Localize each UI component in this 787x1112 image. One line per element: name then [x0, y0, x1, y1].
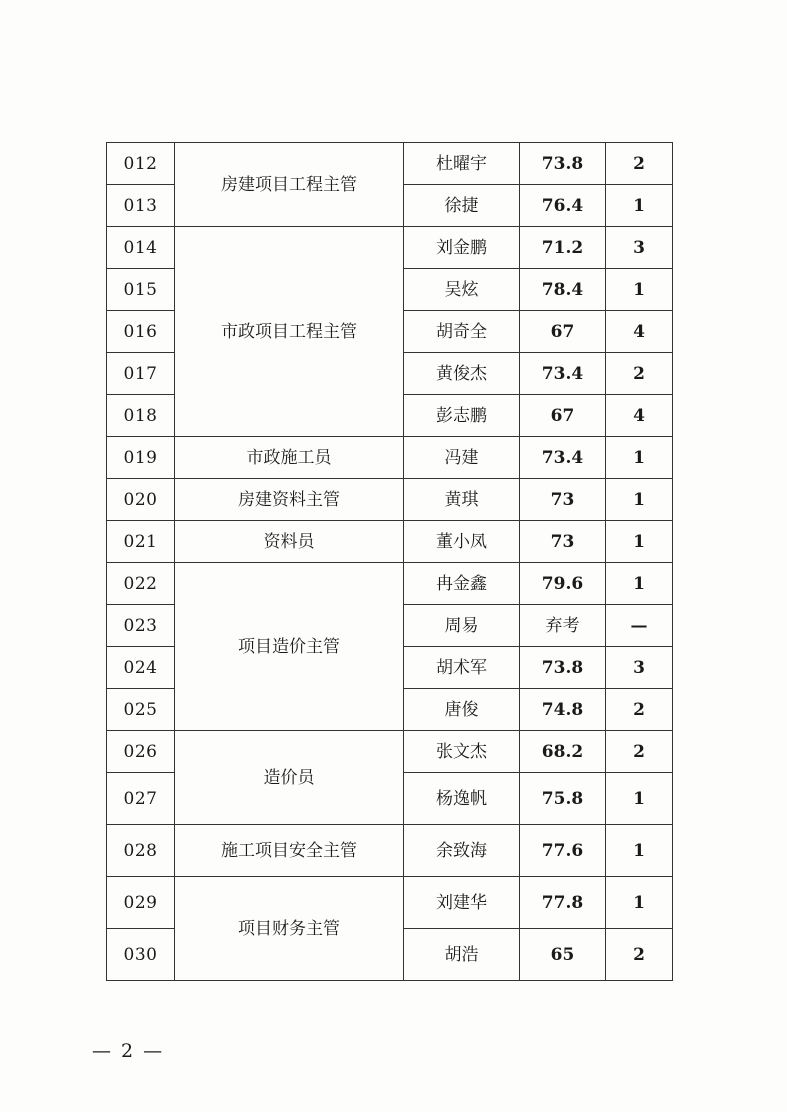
row-number: 022: [107, 563, 175, 605]
rank-cell: 2: [606, 143, 673, 185]
row-number: 021: [107, 521, 175, 563]
table-row: [107, 437, 673, 479]
rank-cell: 3: [606, 647, 673, 689]
candidate-name: 杨逸帆: [404, 773, 520, 825]
rank-cell: 1: [606, 563, 673, 605]
position-cell: 房建项目工程主管: [175, 143, 404, 227]
score-cell: 73.8: [520, 647, 606, 689]
candidate-name: 黄琪: [404, 479, 520, 521]
candidate-name: 唐俊: [404, 689, 520, 731]
score-cell: 73.4: [520, 437, 606, 479]
rank-cell: 4: [606, 311, 673, 353]
position-cell: 项目财务主管: [175, 877, 404, 981]
row-number: 017: [107, 353, 175, 395]
candidate-name: 胡奇全: [404, 311, 520, 353]
candidate-name: 冯建: [404, 437, 520, 479]
row-number: 030: [107, 929, 175, 981]
rank-cell: 1: [606, 877, 673, 929]
candidate-name: 刘金鹏: [404, 227, 520, 269]
candidate-name: 张文杰: [404, 731, 520, 773]
row-number: 019: [107, 437, 175, 479]
score-cell: 65: [520, 929, 606, 981]
row-number: 027: [107, 773, 175, 825]
candidate-name: 董小凤: [404, 521, 520, 563]
rank-cell: 2: [606, 353, 673, 395]
rank-cell: 1: [606, 437, 673, 479]
position-cell: 施工项目安全主管: [175, 825, 404, 877]
score-cell: 75.8: [520, 773, 606, 825]
rank-cell: 2: [606, 731, 673, 773]
row-number: 025: [107, 689, 175, 731]
table-row: [107, 731, 673, 773]
score-cell: 弃考: [520, 605, 606, 647]
table-row: [107, 479, 673, 521]
candidate-name: 徐捷: [404, 185, 520, 227]
score-cell: 68.2: [520, 731, 606, 773]
rank-cell: 1: [606, 773, 673, 825]
candidate-name: 彭志鹏: [404, 395, 520, 437]
position-cell: 房建资料主管: [175, 479, 404, 521]
candidate-name: 胡术军: [404, 647, 520, 689]
table-row: [107, 877, 673, 929]
table-row: [107, 825, 673, 877]
score-cell: 73: [520, 521, 606, 563]
score-cell: 78.4: [520, 269, 606, 311]
row-number: 020: [107, 479, 175, 521]
rank-cell: 1: [606, 269, 673, 311]
score-cell: 77.6: [520, 825, 606, 877]
score-cell: 73: [520, 479, 606, 521]
table-row: [107, 227, 673, 269]
candidate-name: 黄俊杰: [404, 353, 520, 395]
rank-cell: 2: [606, 689, 673, 731]
position-cell: 市政施工员: [175, 437, 404, 479]
score-cell: 67: [520, 395, 606, 437]
row-number: 029: [107, 877, 175, 929]
rank-cell: —: [606, 605, 673, 647]
row-number: 014: [107, 227, 175, 269]
score-cell: 76.4: [520, 185, 606, 227]
row-number: 026: [107, 731, 175, 773]
row-number: 023: [107, 605, 175, 647]
candidate-name: 胡浩: [404, 929, 520, 981]
score-cell: 73.8: [520, 143, 606, 185]
score-cell: 67: [520, 311, 606, 353]
row-number: 018: [107, 395, 175, 437]
row-number: 012: [107, 143, 175, 185]
table-row: [107, 521, 673, 563]
rank-cell: 4: [606, 395, 673, 437]
rank-cell: 1: [606, 825, 673, 877]
candidate-name: 周易: [404, 605, 520, 647]
page-number: — 2 —: [92, 1040, 165, 1062]
rank-cell: 1: [606, 521, 673, 563]
candidate-name: 杜曜宇: [404, 143, 520, 185]
rank-cell: 1: [606, 479, 673, 521]
table-row: [107, 563, 673, 605]
candidate-name: 冉金鑫: [404, 563, 520, 605]
row-number: 013: [107, 185, 175, 227]
score-cell: 79.6: [520, 563, 606, 605]
table-row: [107, 143, 673, 185]
score-cell: 74.8: [520, 689, 606, 731]
rank-cell: 2: [606, 929, 673, 981]
position-cell: 项目造价主管: [175, 563, 404, 731]
position-cell: 资料员: [175, 521, 404, 563]
candidate-name: 余致海: [404, 825, 520, 877]
position-cell: 市政项目工程主管: [175, 227, 404, 437]
candidate-name: 吴炫: [404, 269, 520, 311]
row-number: 028: [107, 825, 175, 877]
candidate-name: 刘建华: [404, 877, 520, 929]
score-cell: 73.4: [520, 353, 606, 395]
row-number: 015: [107, 269, 175, 311]
score-cell: 77.8: [520, 877, 606, 929]
score-cell: 71.2: [520, 227, 606, 269]
row-number: 016: [107, 311, 175, 353]
row-number: 024: [107, 647, 175, 689]
results-table: [106, 142, 673, 981]
position-cell: 造价员: [175, 731, 404, 825]
rank-cell: 1: [606, 185, 673, 227]
rank-cell: 3: [606, 227, 673, 269]
